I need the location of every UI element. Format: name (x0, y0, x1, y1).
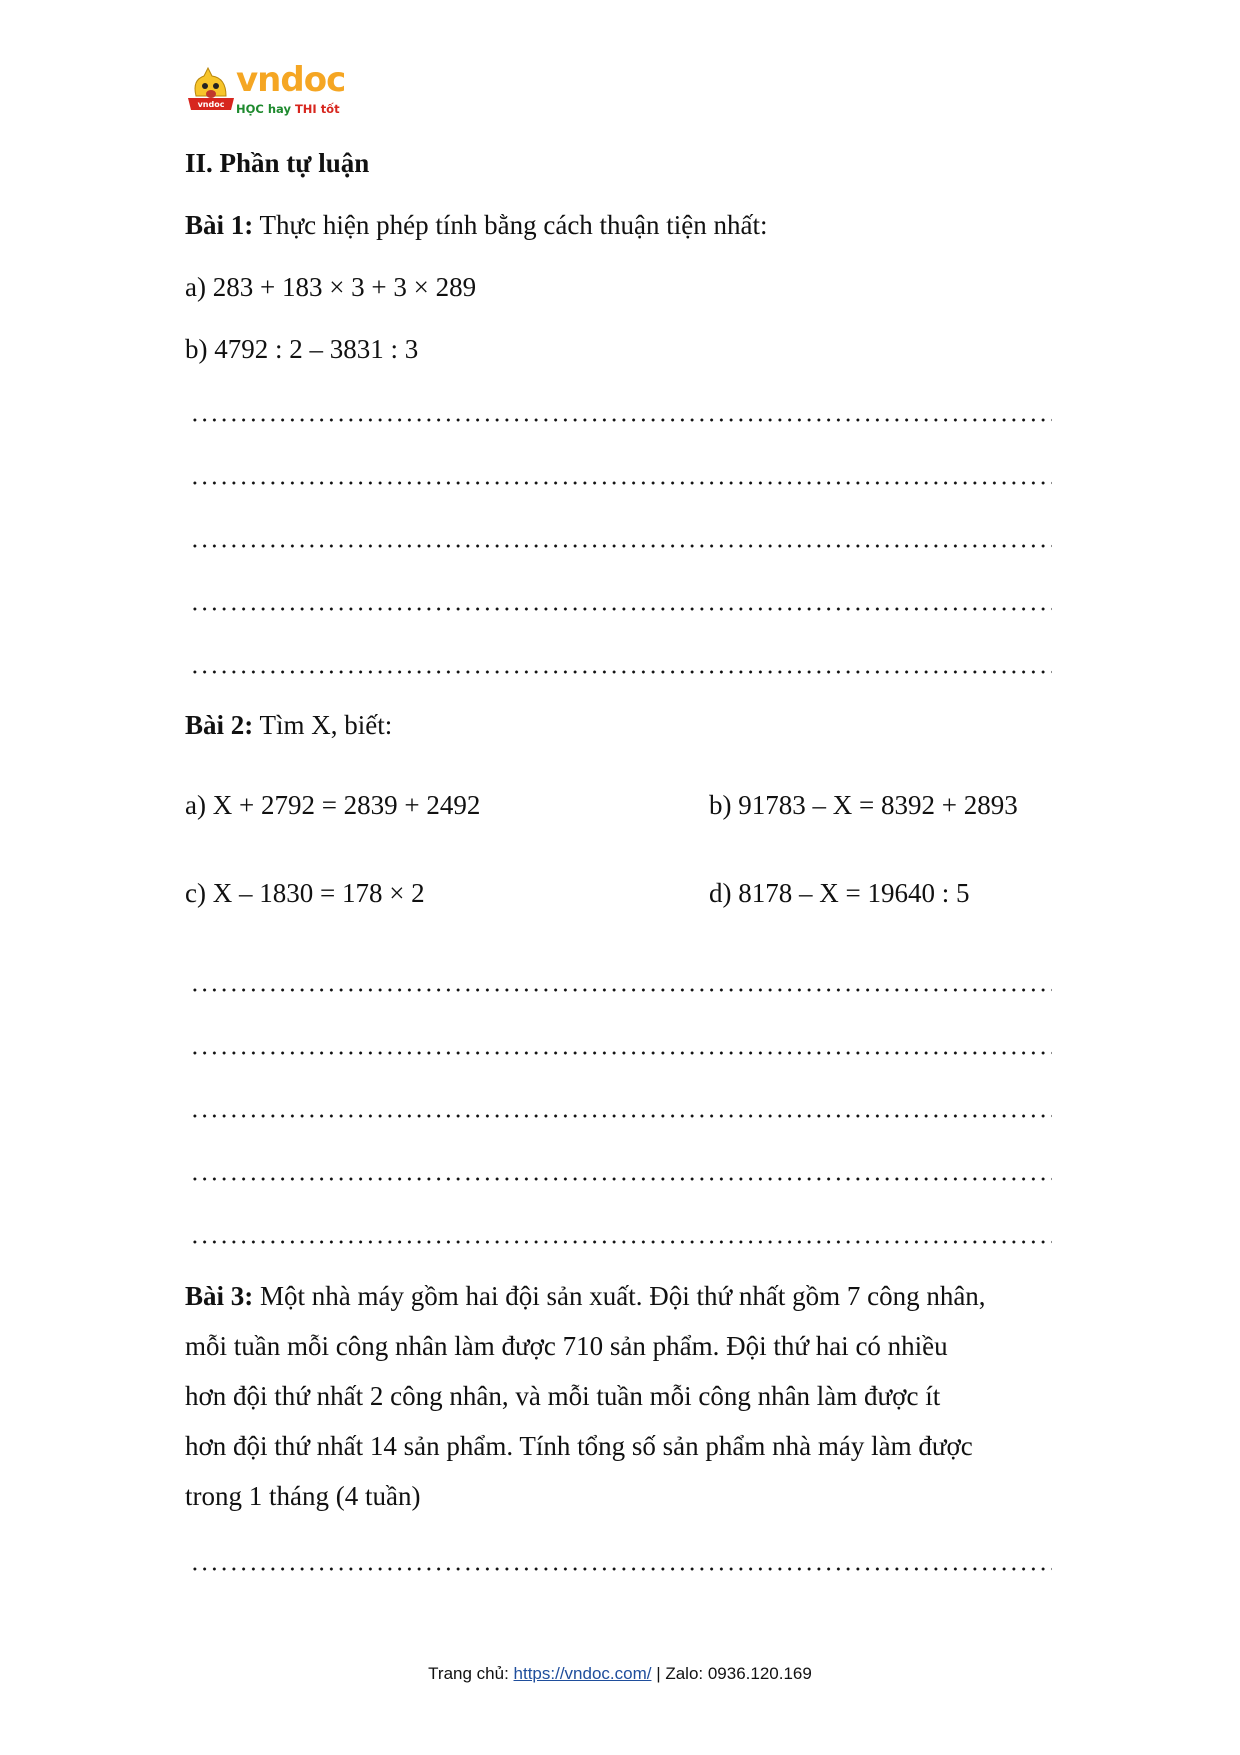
answer-line[interactable] (190, 606, 1052, 612)
mascot-icon (186, 66, 236, 118)
exercise-1-label: Bài 1: (185, 210, 254, 240)
exercise-3-line-5: trong 1 tháng (4 tuần) (185, 1481, 421, 1511)
footer-zalo: | Zalo: 0936.120.169 (651, 1664, 812, 1683)
vndoc-logo[interactable] (186, 60, 346, 122)
answer-line[interactable] (190, 1113, 1052, 1119)
answer-line[interactable] (190, 1239, 1052, 1245)
answer-line[interactable] (190, 480, 1052, 486)
exercise-2-item-b: b) 91783 – X = 8392 + 2893 (709, 790, 1018, 820)
exercise-2-prompt: Tìm X, biết: (259, 710, 393, 740)
exercise-3-line-3: hơn đội thứ nhất 2 công nhân, và mỗi tuần mỗi công nhân làm được ít (185, 1381, 941, 1411)
page-footer (0, 1664, 1240, 1684)
exercise-1-heading (185, 212, 768, 239)
exercise-2-item-c: c) X – 1830 = 178 × 2 (185, 878, 425, 908)
exercise-1-prompt: Thực hiện phép tính bằng cách thuận tiện nhất: (259, 210, 768, 240)
answer-line[interactable] (190, 417, 1052, 423)
section-title: II. Phần tự luận (185, 148, 370, 178)
homepage-link[interactable]: https://vndoc.com/ (513, 1664, 652, 1683)
answer-line[interactable] (190, 1050, 1052, 1056)
exercise-2-label: Bài 2: (185, 710, 254, 740)
svg-text:vndoc: vndoc (197, 100, 225, 109)
answer-line[interactable] (190, 987, 1052, 993)
exercise-1-item-a: a) 283 + 183 × 3 + 3 × 289 (185, 272, 477, 302)
answer-line[interactable] (190, 1566, 1052, 1572)
exercise-1-item-b: b) 4792 : 2 – 3831 : 3 (185, 334, 419, 364)
exercise-2-item-a: a) X + 2792 = 2839 + 2492 (185, 790, 481, 820)
answer-line[interactable] (190, 669, 1052, 675)
answer-line[interactable] (190, 1176, 1052, 1182)
exercise-2-item-d: d) 8178 – X = 19640 : 5 (709, 878, 970, 908)
answer-line[interactable] (190, 543, 1052, 549)
exercise-3-line-1: Bài 3: Một nhà máy gồm hai đội sản xuất. Đội thứ nhất gồm 7 công nhân, (185, 1281, 986, 1311)
brand-wordmark: vndoc (236, 60, 346, 100)
exercise-3-line-2: mỗi tuần mỗi công nhân làm được 710 sản phẩm. Đội thứ hai có nhiều (185, 1331, 948, 1361)
exercise-3-line-4: hơn đội thứ nhất 14 sản phẩm. Tính tổng số sản phẩm nhà máy làm được (185, 1431, 973, 1461)
exercise-2-heading (185, 712, 392, 739)
brand-tagline: HỌC hay THI tốt (236, 102, 340, 116)
exercise-3-label: Bài 3: (185, 1281, 254, 1311)
footer-homepage-label: Trang chủ: (428, 1664, 514, 1683)
